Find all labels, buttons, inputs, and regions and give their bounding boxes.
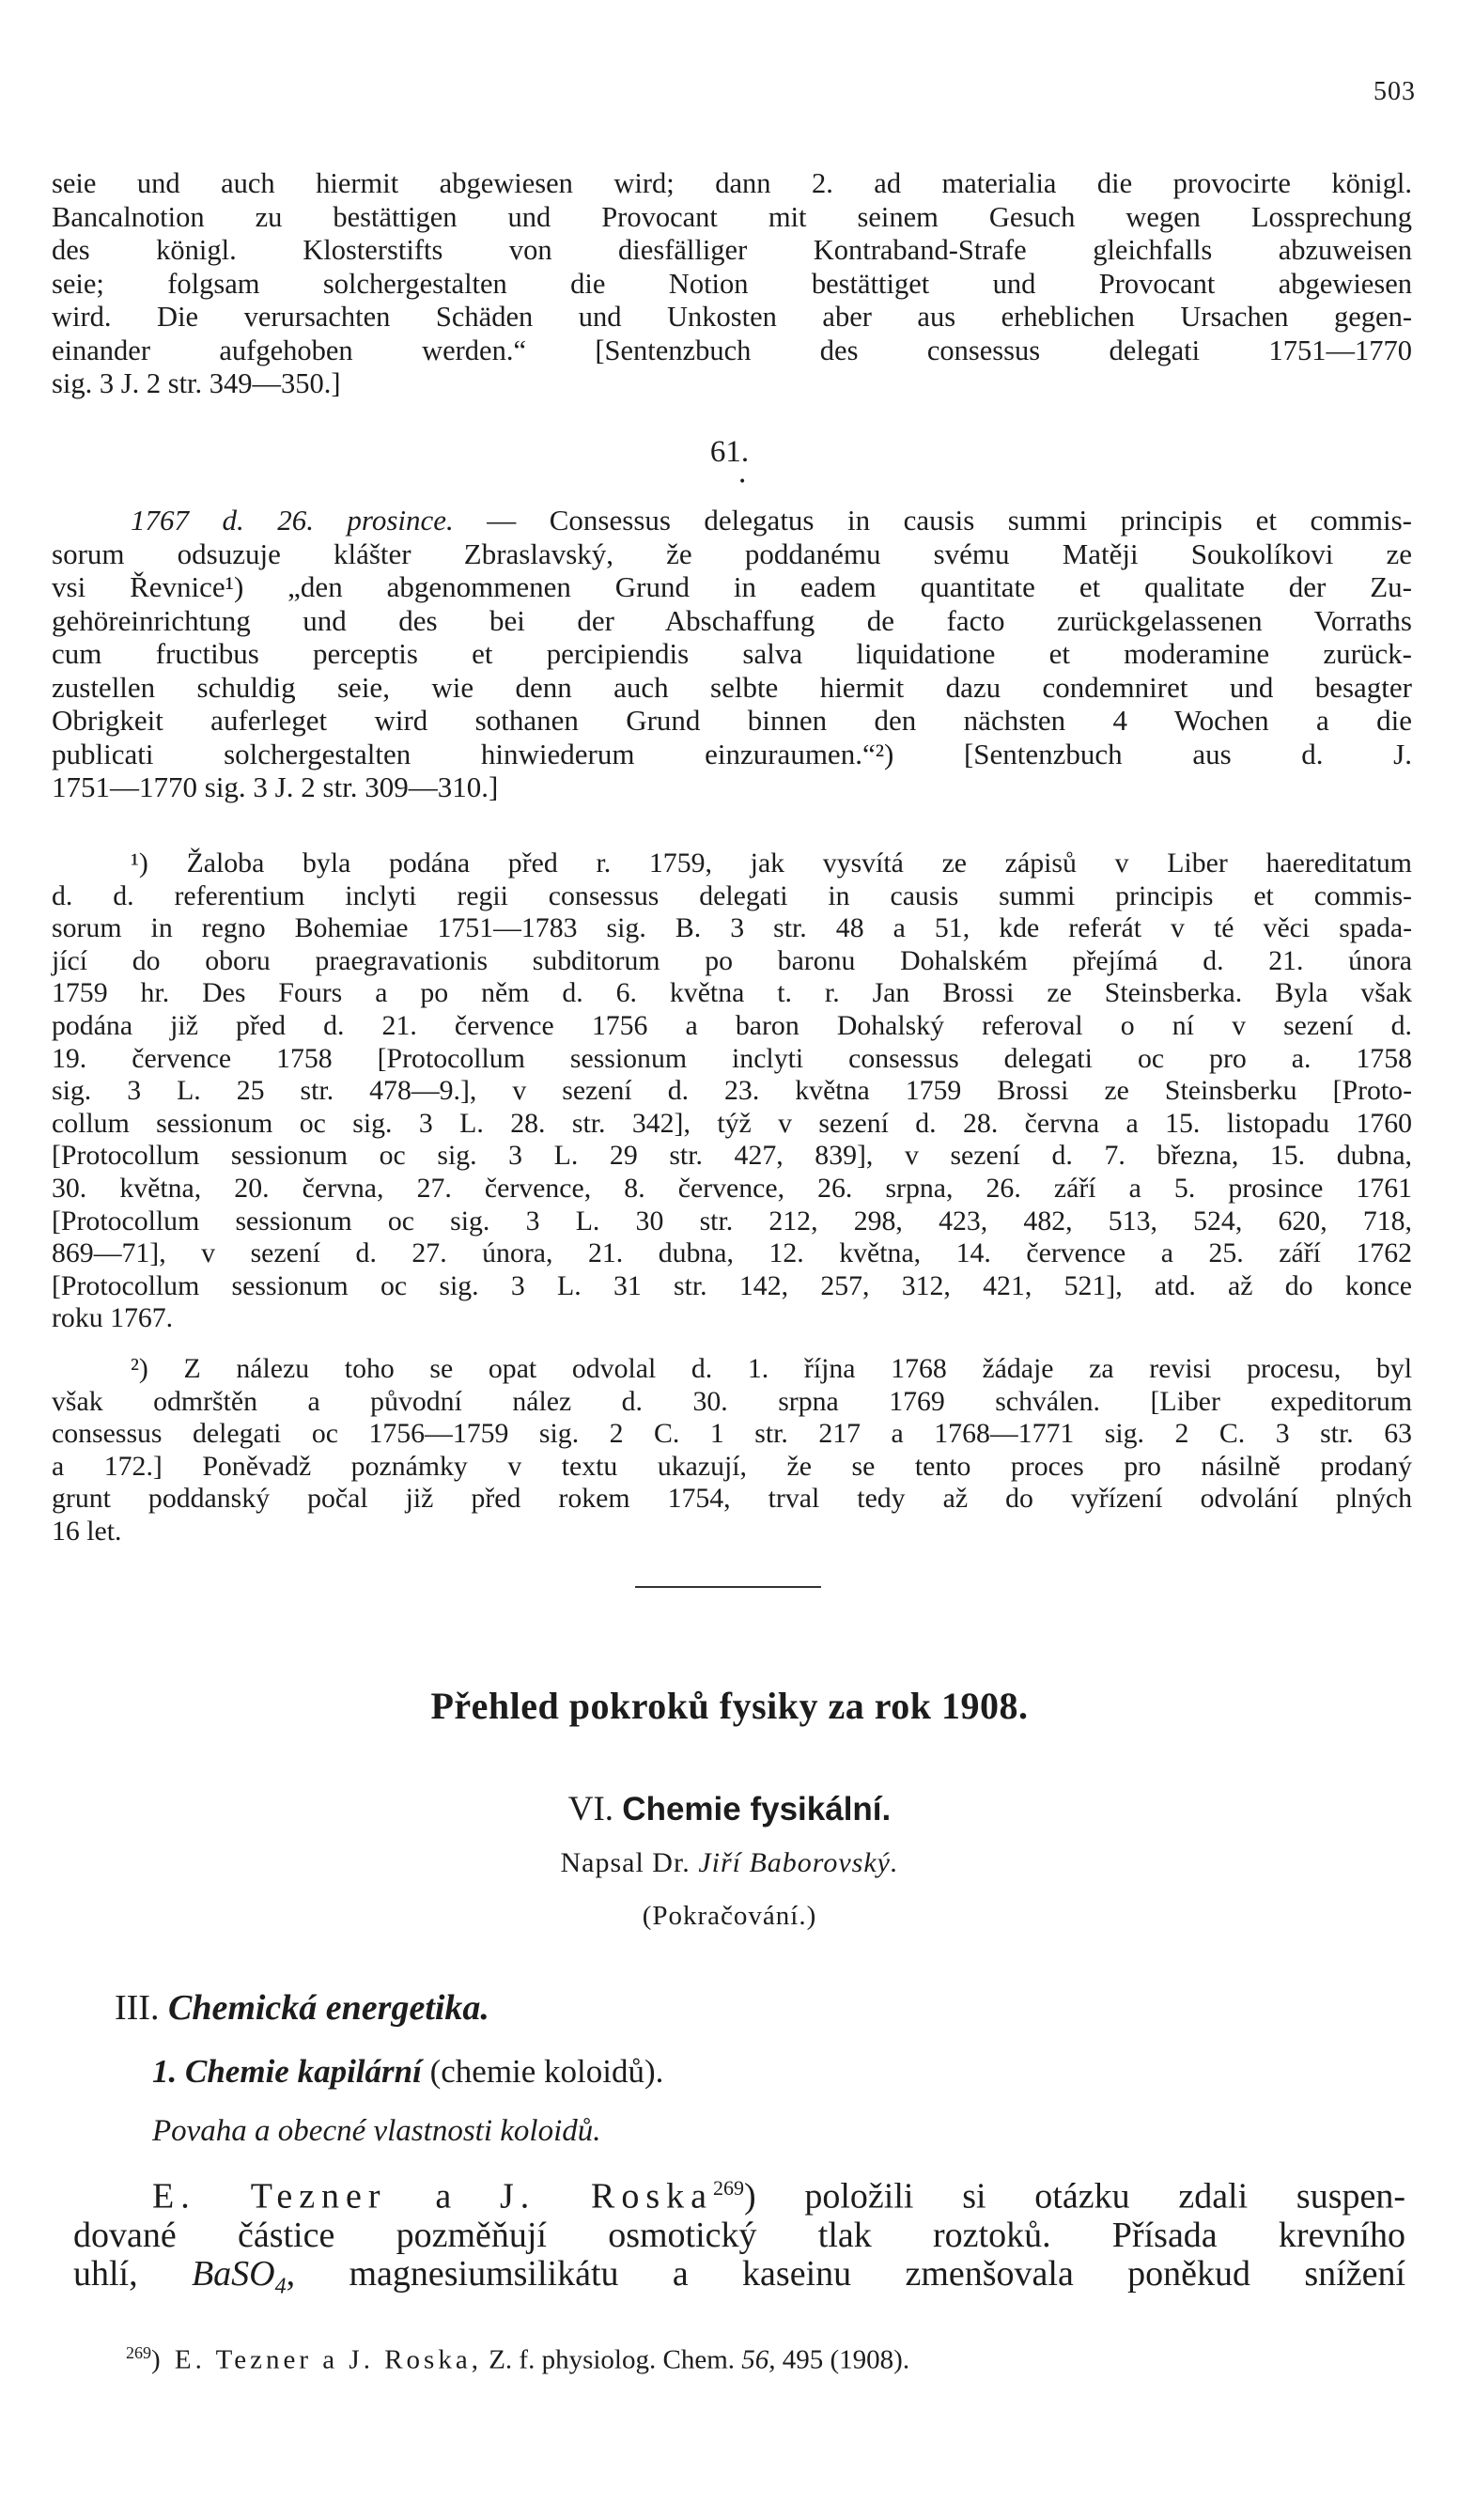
text-line: jící do oboru praegravationis subditorum po baronu Dohalském přejímá d. 21. února	[52, 944, 1412, 976]
subtitle-text: Chemie fysikální.	[622, 1791, 892, 1828]
article-title: Přehled pokroků fysiky za rok 1908.	[430, 1685, 1029, 1727]
text-line: sorum in regno Bohemiae 1751—1783 sig. B. 3 str. 48 a 51, kde referát v té věci spada-	[52, 912, 1412, 944]
text-line: [Protocollum sessionum oc sig. 3 L. 30 str. 212, 298, 423, 482, 513, 524, 620, 718,	[52, 1205, 1412, 1237]
text-line: consessus delegati oc 1756—1759 sig. 2 C. 1 str. 217 a 1768—1771 sig. 2 C. 3 str. 63	[52, 1418, 1412, 1450]
text-line: 1751—1770 sig. 3 J. 2 str. 309—310.]	[52, 770, 499, 803]
text-line: 869—71], v sezení d. 27. února, 21. dubna, 12. května, 14. července a 25. září 1762	[52, 1237, 1412, 1269]
text-line: seie; folgsam solchergestalten die Notion bestättiget und Provocant abgewiesen	[52, 267, 1412, 300]
footnote-authors: ) E. Tezner a J. Roska,	[151, 2344, 482, 2375]
author-prefix: Napsal Dr.	[560, 1847, 691, 1878]
subsection-title: Chemie kapilární	[185, 2053, 422, 2090]
text-line: zustellen schuldig seie, wie denn auch selbte hiermit dazu condemniret und besagter	[52, 670, 1412, 704]
text-line: einander aufgehoben werden.“ [Sentenzbuch des consessus delegati 1751—1770	[52, 334, 1412, 366]
author-line	[0, 1847, 1459, 1879]
footnote-269	[126, 2343, 909, 2376]
author-name: Jiří Baborovský.	[698, 1847, 899, 1878]
text-line: a 172.] Poněvadž poznámky v textu ukazují, že se tento proces pro násilně prodaný	[52, 1450, 1412, 1482]
text-line: publicati solchergestalten hinwiederum einzuraumen.“²) [Sentenzbuch aus d. J.	[52, 737, 1412, 770]
author-name: J. Roska	[499, 2176, 713, 2217]
text-line	[73, 2255, 1405, 2307]
text-line	[73, 2169, 1405, 2217]
text-line: [Protocollum sessionum oc sig. 3 L. 31 str. 142, 257, 312, 421, 521], atd. až do konce	[52, 1269, 1412, 1301]
footnote-number: 269	[126, 2343, 151, 2362]
body-paragraph	[73, 2169, 1405, 2306]
text-line: cum fructibus perceptis et percipiendis salva liquidatione et moderamine zurück-	[52, 637, 1412, 670]
text-line: podána již před d. 21. července 1756 a baron Dohalský referoval o ní v sezení d.	[52, 1009, 1412, 1041]
section-61-paragraph	[52, 504, 1412, 804]
text-line: ²) Z nálezu toho se opat odvolal d. 1. října 1768 žádaje za revisi procesu, byl	[131, 1353, 1412, 1384]
subsection-number: 1.	[152, 2053, 178, 2090]
continued-paragraph	[52, 167, 1412, 401]
footnote-2	[52, 1353, 1412, 1548]
text-line: sig. 3 L. 25 str. 478—9.], v sezení d. 23. května 1759 Brossi ze Steinsberku [Proto-	[52, 1075, 1412, 1107]
text-fragment: ) položili si otázku zdali suspen-	[743, 2176, 1406, 2217]
text-line	[52, 504, 1412, 537]
pages-year: 495 (1908).	[782, 2344, 910, 2375]
section-heading-title: Chemická energetika.	[167, 1988, 489, 2028]
text-line: 30. května, 20. června, 27. července, 8. července, 26. srpna, 26. září a 5. prosince 1761	[52, 1172, 1412, 1204]
text-fragment: uhlí,	[73, 2253, 138, 2294]
text-line: 1759 hr. Des Fours a po něm d. 6. května t. r. Jan Brossi ze Steinsberka. Byla však	[52, 977, 1412, 1009]
article-subtitle	[0, 1789, 1459, 1829]
section-heading	[115, 1987, 489, 2029]
text-line: však odmrštěn a původní nález d. 30. srpna 1769 schválen. [Liber expeditorum	[52, 1385, 1412, 1417]
text-line: d. d. referentium inclyti regii consessus delegati in causis summi principis et commis-	[52, 879, 1412, 911]
author-name: E. Tezner	[152, 2176, 387, 2217]
text-line: vsi Řevnice¹) „den abgenommenen Grund in eadem quantitate et qualitate der Zu-	[52, 570, 1412, 603]
text-fragment: , magnesiumsilikátu a kaseinu zmenšovala poněkud snížení	[286, 2253, 1405, 2294]
text-line: seie und auch hiermit abgewiesen wird; dann 2. ad materialia die provocirte königl.	[52, 167, 1412, 199]
topic-heading: Povaha a obecné vlastnosti koloidů.	[152, 2114, 601, 2148]
footnote-ref: 269	[712, 2176, 744, 2200]
text-line: sig. 3 J. 2 str. 349—350.]	[52, 367, 341, 399]
entry-date: 1767 d. 26. prosince.	[131, 504, 454, 537]
subtitle-number: VI.	[567, 1790, 614, 1828]
entry-text: — Consessus delegatus in causis summi principis et commis-	[453, 504, 1412, 537]
page-number: 503	[1374, 77, 1416, 106]
continuation-note: (Pokračování.)	[642, 1901, 817, 1931]
section-heading-number: III.	[115, 1988, 160, 2028]
text-line: ¹) Žaloba byla podána před r. 1759, jak vysvítá ze zápisů v Liber haereditatum	[131, 848, 1412, 879]
printer-dot: •	[738, 474, 747, 490]
text-line: dované částice pozměňují osmotický tlak roztoků. Přísada krevního	[73, 2215, 1405, 2255]
text-line: wird. Die verursachten Schäden und Unkosten aber aus erheblichen Ursachen gegen-	[52, 301, 1412, 333]
subsection-note: (chemie koloidů).	[429, 2053, 664, 2090]
chemical-formula: BaSO	[191, 2253, 275, 2294]
journal: Z. f. physiolog. Chem.	[489, 2344, 736, 2375]
text-line: gehöreinrichtung und des bei der Abschaffung de facto zurückgelassenen Vorraths	[52, 603, 1412, 637]
conjunction: a	[435, 2176, 452, 2217]
footnote-1	[52, 848, 1412, 1335]
section-number: 61.	[709, 435, 750, 469]
text-line: 19. července 1758 [Protocollum sessionum inclyti consessus delegati oc pro a. 1758	[52, 1042, 1412, 1074]
text-line: des königl. Klosterstifts von diesfälliger Kontraband-Strafe gleichfalls abzuweisen	[52, 234, 1412, 266]
subsection-heading	[152, 2053, 663, 2091]
text-line: Bancalnotion zu bestättigen und Provocant mit seinem Gesuch wegen Lossprechung	[52, 200, 1412, 233]
formula-subscript: 4	[274, 2274, 287, 2299]
text-line: 16 let.	[52, 1515, 122, 1547]
text-line: sorum odsuzuje klášter Zbraslavský, že poddanému svému Matěji Soukolíkovi ze	[52, 537, 1412, 570]
text-line: grunt poddanský počal již před rokem 1754, trval tedy až do vyřízení odvolání plných	[52, 1483, 1412, 1515]
text-line: [Protocollum sessionum oc sig. 3 L. 29 str. 427, 839], v sezení d. 7. března, 15. dubna,	[52, 1140, 1412, 1172]
section-divider	[635, 1586, 821, 1588]
text-line: Obrigkeit auferleget wird sothanen Grund binnen den nächsten 4 Wochen a die	[52, 704, 1412, 737]
text-line: roku 1767.	[52, 1302, 174, 1334]
volume: 56,	[741, 2344, 776, 2375]
text-line: collum sessionum oc sig. 3 L. 28. str. 342], týž v sezení d. 28. června a 15. listopadu 1760	[52, 1107, 1412, 1139]
